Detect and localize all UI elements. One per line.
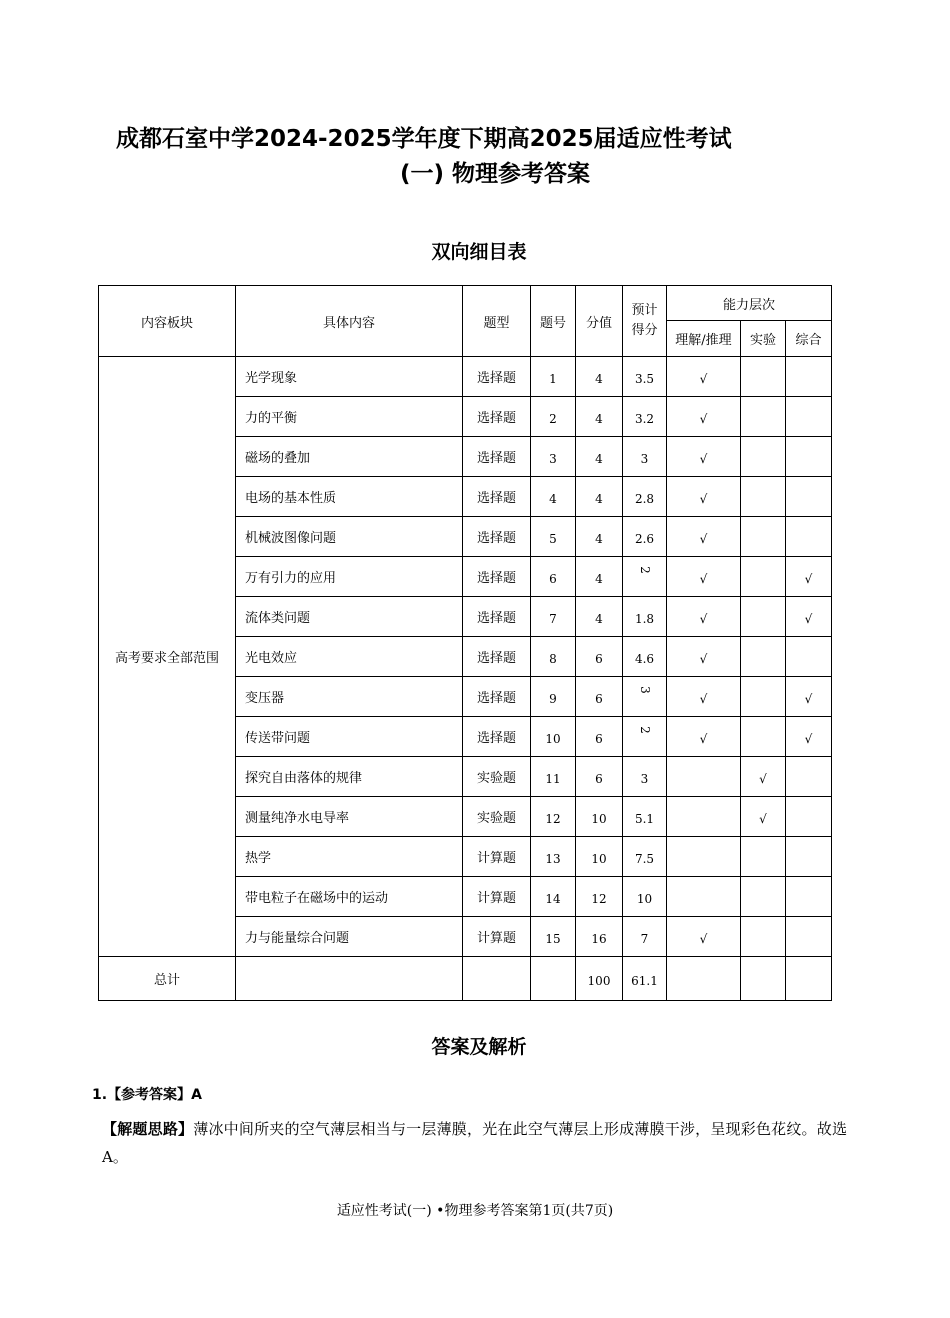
row-score: 4 [576, 357, 623, 397]
row-content: 电场的基本性质 [236, 477, 463, 517]
row-type: 计算题 [463, 837, 531, 877]
row-score: 16 [576, 917, 623, 957]
row-score: 4 [576, 597, 623, 637]
total-score: 100 [576, 957, 623, 1001]
header-number: 题号 [531, 286, 576, 357]
row-experiment [741, 397, 786, 437]
answer-1-key [92, 1084, 202, 1104]
row-expected: 5.1 [623, 797, 667, 837]
row-understanding: √ [667, 477, 741, 517]
row-comprehensive [786, 397, 832, 437]
header-block: 内容板块 [99, 286, 236, 357]
row-content: 变压器 [236, 677, 463, 717]
header-experiment: 实验 [741, 321, 786, 357]
row-content: 带电粒子在磁场中的运动 [236, 877, 463, 917]
row-content: 流体类问题 [236, 597, 463, 637]
row-number: 6 [531, 557, 576, 597]
answer-1-number: 1. [92, 1087, 108, 1103]
row-experiment [741, 917, 786, 957]
row-expected: 3.5 [623, 357, 667, 397]
row-experiment [741, 557, 786, 597]
row-comprehensive: √ [786, 557, 832, 597]
row-comprehensive [786, 357, 832, 397]
row-understanding: √ [667, 357, 741, 397]
row-type: 计算题 [463, 877, 531, 917]
row-understanding [667, 757, 741, 797]
row-score: 10 [576, 837, 623, 877]
row-experiment [741, 837, 786, 877]
total-expected: 61.1 [623, 957, 667, 1001]
row-type: 选择题 [463, 597, 531, 637]
row-score: 4 [576, 397, 623, 437]
row-number: 8 [531, 637, 576, 677]
page-title: 成都石室中学2024-2025学年度下期高2025届适应性考试 [116, 126, 732, 152]
row-number: 15 [531, 917, 576, 957]
row-comprehensive [786, 637, 832, 677]
row-number: 7 [531, 597, 576, 637]
row-number: 11 [531, 757, 576, 797]
row-content: 热学 [236, 837, 463, 877]
header-score: 分值 [576, 286, 623, 357]
row-experiment [741, 597, 786, 637]
row-type: 实验题 [463, 797, 531, 837]
row-comprehensive [786, 477, 832, 517]
row-understanding: √ [667, 557, 741, 597]
row-content: 光电效应 [236, 637, 463, 677]
row-type: 实验题 [463, 757, 531, 797]
row-number: 1 [531, 357, 576, 397]
row-score: 4 [576, 437, 623, 477]
row-number: 4 [531, 477, 576, 517]
row-content: 磁场的叠加 [236, 437, 463, 477]
block-label: 高考要求全部范围 [99, 357, 236, 957]
row-understanding [667, 837, 741, 877]
row-comprehensive [786, 757, 832, 797]
total-comprehensive [786, 957, 832, 1001]
row-content: 测量纯净水电导率 [236, 797, 463, 837]
row-comprehensive [786, 797, 832, 837]
row-understanding: √ [667, 437, 741, 477]
header-comprehensive: 综合 [786, 321, 832, 357]
row-type: 选择题 [463, 677, 531, 717]
row-content: 传送带问题 [236, 717, 463, 757]
row-comprehensive [786, 877, 832, 917]
row-comprehensive [786, 437, 832, 477]
row-experiment [741, 357, 786, 397]
row-expected: 2.8 [623, 477, 667, 517]
page-footer: 适应性考试(一) •物理参考答案第1页(共7页) [336, 1203, 614, 1219]
answers-heading: 答案及解析 [431, 1036, 527, 1058]
row-content: 光学现象 [236, 357, 463, 397]
row-score: 6 [576, 757, 623, 797]
row-type: 选择题 [463, 397, 531, 437]
header-content: 具体内容 [236, 286, 463, 357]
row-comprehensive: √ [786, 597, 832, 637]
row-score: 4 [576, 557, 623, 597]
row-understanding: √ [667, 637, 741, 677]
row-content: 力与能量综合问题 [236, 917, 463, 957]
row-expected: 3.2 [623, 397, 667, 437]
row-understanding: √ [667, 597, 741, 637]
row-content: 力的平衡 [236, 397, 463, 437]
total-experiment [741, 957, 786, 1001]
row-understanding: √ [667, 677, 741, 717]
row-type: 选择题 [463, 357, 531, 397]
row-expected: 2.6 [623, 517, 667, 557]
row-understanding: √ [667, 517, 741, 557]
row-experiment [741, 877, 786, 917]
row-number: 3 [531, 437, 576, 477]
row-score: 4 [576, 517, 623, 557]
row-comprehensive [786, 837, 832, 877]
total-understanding [667, 957, 741, 1001]
row-expected: 3 [623, 677, 667, 717]
row-expected: 4.6 [623, 637, 667, 677]
row-experiment: √ [741, 757, 786, 797]
table-heading: 双向细目表 [431, 241, 527, 263]
row-number: 12 [531, 797, 576, 837]
row-expected: 3 [623, 437, 667, 477]
row-type: 选择题 [463, 517, 531, 557]
row-type: 计算题 [463, 917, 531, 957]
row-content: 万有引力的应用 [236, 557, 463, 597]
row-number: 13 [531, 837, 576, 877]
row-number: 10 [531, 717, 576, 757]
row-expected: 3 [623, 757, 667, 797]
row-comprehensive [786, 517, 832, 557]
row-experiment [741, 437, 786, 477]
row-type: 选择题 [463, 477, 531, 517]
row-score: 12 [576, 877, 623, 917]
row-comprehensive: √ [786, 717, 832, 757]
row-experiment [741, 637, 786, 677]
header-expected: 预计得分 [623, 286, 667, 357]
header-type: 题型 [463, 286, 531, 357]
row-expected: 2 [623, 557, 667, 597]
row-score: 6 [576, 717, 623, 757]
explanation-text: 薄冰中间所夹的空气薄层相当与一层薄膜，光在此空气薄层上形成薄膜干涉，呈现彩色花纹。故选 A。 [102, 1120, 847, 1166]
row-expected: 1.8 [623, 597, 667, 637]
explanation-label: 【解题思路】 [102, 1120, 194, 1138]
row-experiment [741, 517, 786, 557]
row-type: 选择题 [463, 717, 531, 757]
row-understanding [667, 877, 741, 917]
row-comprehensive: √ [786, 677, 832, 717]
answer-1-explanation [102, 1115, 847, 1171]
row-content: 探究自由落体的规律 [236, 757, 463, 797]
answer-1-value: A [191, 1087, 202, 1103]
row-understanding: √ [667, 917, 741, 957]
row-number: 5 [531, 517, 576, 557]
row-number: 14 [531, 877, 576, 917]
total-label: 总计 [99, 957, 236, 1001]
row-expected: 2 [623, 717, 667, 757]
row-comprehensive [786, 917, 832, 957]
row-type: 选择题 [463, 437, 531, 477]
page-subtitle: (一) 物理参考答案 [399, 161, 591, 187]
total-number [531, 957, 576, 1001]
row-score: 6 [576, 637, 623, 677]
header-understanding: 理解/推理 [667, 321, 741, 357]
total-type [463, 957, 531, 1001]
row-type: 选择题 [463, 637, 531, 677]
row-expected: 7.5 [623, 837, 667, 877]
row-number: 9 [531, 677, 576, 717]
row-number: 2 [531, 397, 576, 437]
row-experiment [741, 677, 786, 717]
row-score: 4 [576, 477, 623, 517]
row-score: 6 [576, 677, 623, 717]
answer-1-label: 【参考答案】 [107, 1087, 192, 1103]
row-understanding: √ [667, 397, 741, 437]
row-experiment: √ [741, 797, 786, 837]
header-ability: 能力层次 [667, 286, 832, 321]
row-understanding: √ [667, 717, 741, 757]
table-row [99, 357, 832, 397]
row-score: 10 [576, 797, 623, 837]
row-experiment [741, 717, 786, 757]
row-expected: 7 [623, 917, 667, 957]
row-expected: 10 [623, 877, 667, 917]
row-experiment [741, 477, 786, 517]
row-understanding [667, 797, 741, 837]
row-content: 机械波图像问题 [236, 517, 463, 557]
spec-table [98, 285, 832, 1001]
total-content [236, 957, 463, 1001]
row-type: 选择题 [463, 557, 531, 597]
